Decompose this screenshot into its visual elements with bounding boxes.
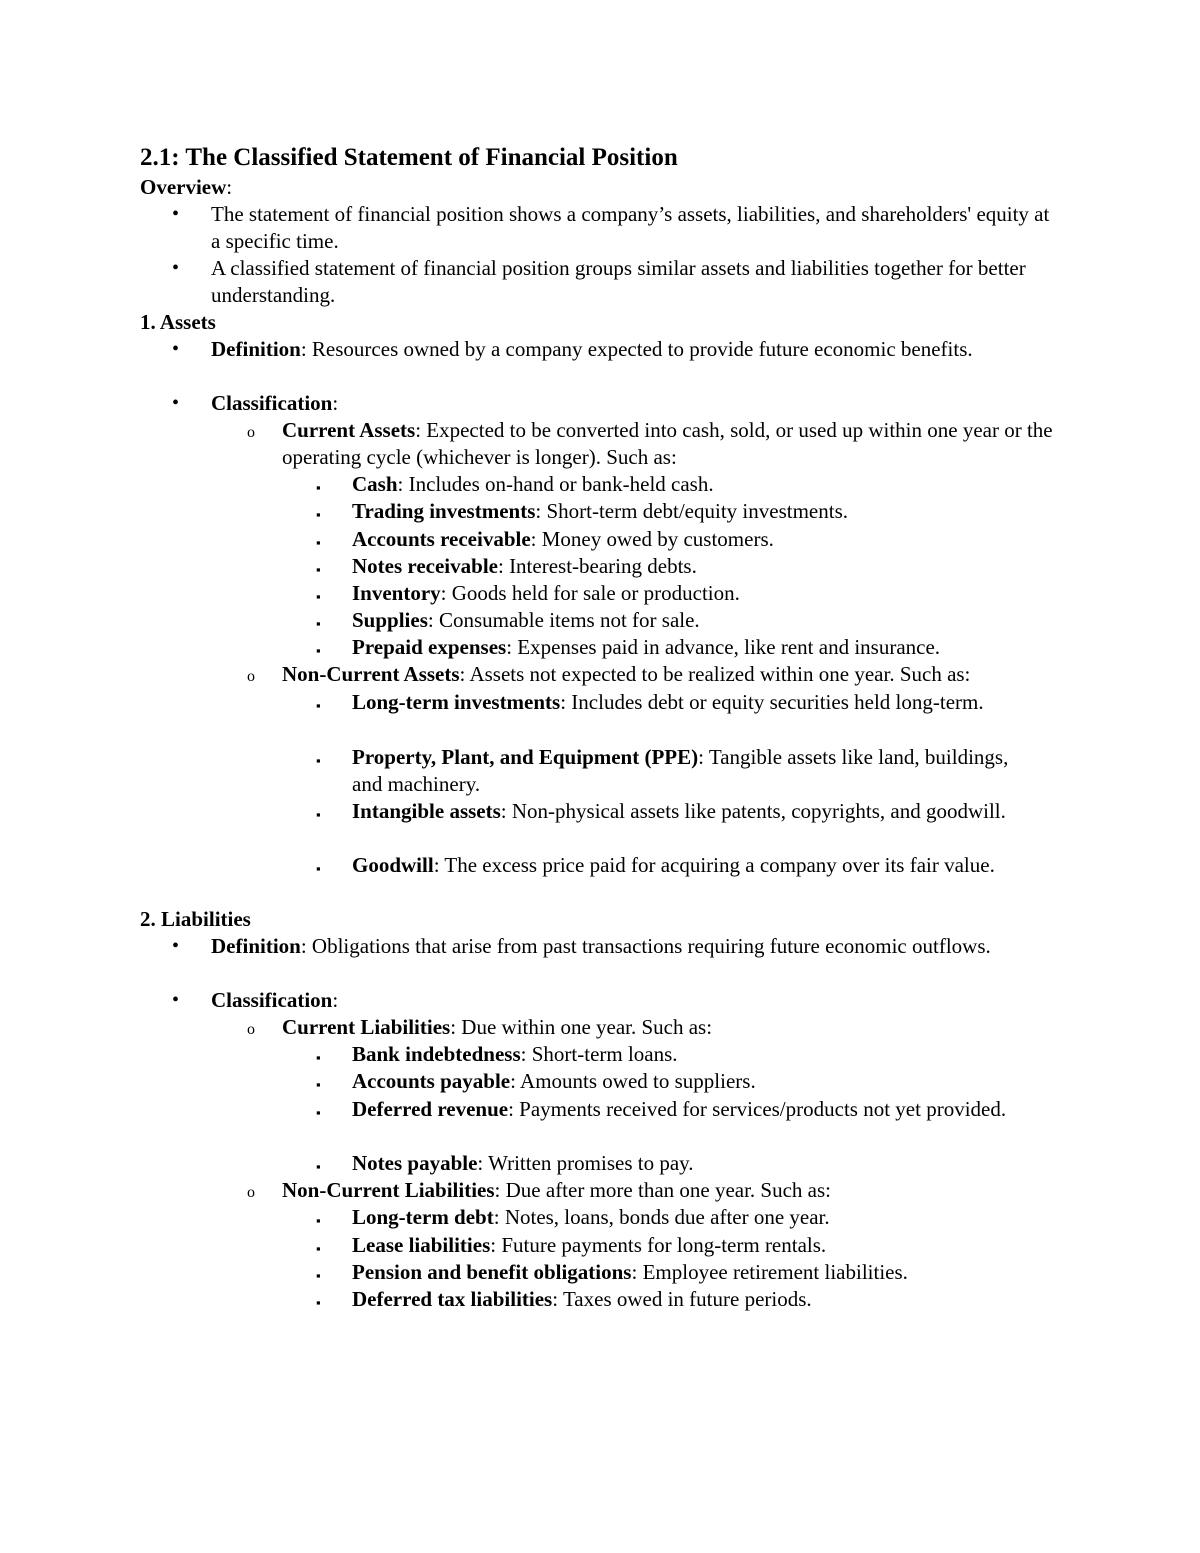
- square-bullet-icon: ▪: [316, 643, 321, 658]
- circle-bullet-icon: o: [247, 1021, 255, 1038]
- square-bullet-icon: ▪: [316, 1050, 321, 1065]
- bullet-dot-icon: •: [172, 203, 180, 225]
- square-bullet-icon: ▪: [316, 1268, 321, 1283]
- overview-bullet-text: The statement of financial position shows a company’s assets, liabilities, and shareholders' equity at a specific time.: [211, 202, 1050, 253]
- square-bullet-icon: ▪: [316, 1077, 321, 1092]
- asset-item-text: [352, 744, 1024, 798]
- square-bullet-icon: ▪: [316, 1241, 321, 1256]
- bullet-dot-icon: •: [172, 935, 180, 957]
- current-liabilities-term: Current Liabilities: [282, 1015, 451, 1039]
- square-bullet-icon: ▪: [316, 589, 321, 604]
- current-liabilities-text: [282, 1014, 1072, 1041]
- asset-item-text: [352, 498, 1032, 525]
- liabilities-heading: [140, 906, 251, 933]
- square-bullet-icon: ▪: [316, 535, 321, 550]
- asset-item-text: [352, 634, 1032, 661]
- square-bullet-icon: ▪: [316, 807, 321, 822]
- asset-item-text: [352, 689, 1024, 716]
- non-current-assets-term: Non-Current Assets: [282, 662, 460, 686]
- non-current-assets-body: : Assets not expected to be realized within one year. Such as:: [459, 662, 971, 686]
- bullet-dot-icon: •: [172, 338, 180, 360]
- assets-definition-text: [211, 336, 1051, 363]
- asset-item-body: : Includes on-hand or bank-held cash.: [397, 472, 714, 496]
- liability-item-body: : Future payments for long-term rentals.: [490, 1233, 827, 1257]
- square-bullet-icon: ▪: [316, 616, 321, 631]
- liability-item-body: : Payments received for services/products not yet provided.: [508, 1097, 1007, 1121]
- asset-item-body: : Expenses paid in advance, like rent and insurance.: [506, 635, 941, 659]
- liability-item-text: [352, 1150, 1032, 1177]
- liability-item-text: [352, 1096, 1024, 1123]
- classification-term: Classification: [211, 391, 333, 415]
- overview-bullet-text: A classified statement of financial position groups similar assets and liabilities together for better understanding.: [211, 256, 1026, 307]
- bullet-dot-icon: •: [172, 257, 180, 279]
- overview-label: Overview: [140, 175, 227, 199]
- liabilities-heading-text: 2. Liabilities: [140, 907, 251, 931]
- liability-item-term: Lease liabilities: [352, 1233, 491, 1257]
- definition-body: : Resources owned by a company expected to provide future economic benefits.: [300, 337, 973, 361]
- current-assets-body: : Expected to be converted into cash, sold, or used up within one year or the operating cycle (whichever is longer). Such as:: [282, 418, 1053, 469]
- asset-item-text: [352, 580, 1032, 607]
- current-assets-text: [282, 417, 1072, 471]
- asset-item-body: : Goods held for sale or production.: [440, 581, 740, 605]
- liability-item-text: [352, 1204, 1032, 1231]
- liability-item-term: Notes payable: [352, 1151, 478, 1175]
- square-bullet-icon: ▪: [316, 1213, 321, 1228]
- classification-body: :: [332, 391, 339, 415]
- square-bullet-icon: ▪: [316, 1295, 321, 1310]
- liability-item-body: : Taxes owed in future periods.: [552, 1287, 812, 1311]
- circle-bullet-icon: o: [247, 668, 255, 685]
- asset-item-text: [352, 798, 1024, 825]
- square-bullet-icon: ▪: [316, 507, 321, 522]
- asset-item-text: [352, 607, 1032, 634]
- liability-item-body: : Amounts owed to suppliers.: [510, 1069, 756, 1093]
- assets-heading: [140, 309, 216, 336]
- overview-colon: :: [226, 175, 233, 199]
- asset-item-body: : Tangible assets like land, buildings, and machinery.: [352, 745, 1009, 796]
- current-assets-term: Current Assets: [282, 418, 416, 442]
- asset-item-term: Trading investments: [352, 499, 536, 523]
- asset-item-term: Inventory: [352, 581, 441, 605]
- square-bullet-icon: ▪: [316, 861, 321, 876]
- overview-heading: [140, 174, 232, 201]
- square-bullet-icon: ▪: [316, 1105, 321, 1120]
- asset-item-term: Prepaid expenses: [352, 635, 507, 659]
- non-current-assets-text: [282, 661, 1072, 688]
- asset-item-term: Long-term investments: [352, 690, 561, 714]
- circle-bullet-icon: o: [247, 424, 255, 441]
- bullet-dot-icon: •: [172, 989, 180, 1011]
- page-title: 2.1: The Classified Statement of Financial Position: [140, 144, 678, 171]
- asset-item-term: Cash: [352, 472, 398, 496]
- square-bullet-icon: ▪: [316, 562, 321, 577]
- bullet-dot-icon: •: [172, 392, 180, 414]
- asset-item-body: : Consumable items not for sale.: [427, 608, 700, 632]
- liability-item-term: Pension and benefit obligations: [352, 1260, 632, 1284]
- square-bullet-icon: ▪: [316, 480, 321, 495]
- liability-item-body: : Written promises to pay.: [477, 1151, 694, 1175]
- current-liabilities-body: : Due within one year. Such as:: [450, 1015, 713, 1039]
- classification-body: :: [332, 988, 339, 1012]
- definition-term: Definition: [211, 934, 301, 958]
- liability-item-term: Long-term debt: [352, 1205, 494, 1229]
- square-bullet-icon: ▪: [316, 753, 321, 768]
- liability-item-text: [352, 1041, 1032, 1068]
- liability-item-body: : Short-term loans.: [520, 1042, 678, 1066]
- asset-item-term: Goodwill: [352, 853, 434, 877]
- asset-item-body: : The excess price paid for acquiring a company over its fair value.: [433, 853, 995, 877]
- definition-body: : Obligations that arise from past transactions requiring future economic outflows.: [300, 934, 991, 958]
- asset-item-body: : Interest-bearing debts.: [497, 554, 697, 578]
- liabilities-definition-text: [211, 933, 1051, 960]
- asset-item-text: [352, 471, 1032, 498]
- liability-item-text: [352, 1068, 1032, 1095]
- liabilities-classification-text: [211, 987, 1051, 1014]
- liability-item-text: [352, 1232, 1032, 1259]
- asset-item-term: Accounts receivable: [352, 527, 531, 551]
- asset-item-body: : Includes debt or equity securities held long-term.: [560, 690, 984, 714]
- non-current-liabilities-body: : Due after more than one year. Such as:: [494, 1178, 832, 1202]
- asset-item-body: : Money owed by customers.: [530, 527, 774, 551]
- asset-item-text: [352, 553, 1032, 580]
- assets-classification-text: [211, 390, 1051, 417]
- asset-item-term: Property, Plant, and Equipment (PPE): [352, 745, 699, 769]
- asset-item-body: : Short-term debt/equity investments.: [535, 499, 848, 523]
- circle-bullet-icon: o: [247, 1184, 255, 1201]
- classification-term: Classification: [211, 988, 333, 1012]
- definition-term: Definition: [211, 337, 301, 361]
- assets-heading-text: 1. Assets: [140, 310, 216, 334]
- liability-item-term: Deferred tax liabilities: [352, 1287, 553, 1311]
- liability-item-text: [352, 1286, 1032, 1313]
- asset-item-term: Intangible assets: [352, 799, 501, 823]
- asset-item-term: Notes receivable: [352, 554, 498, 578]
- liability-item-body: : Notes, loans, bonds due after one year.: [493, 1205, 830, 1229]
- square-bullet-icon: ▪: [316, 698, 321, 713]
- asset-item-text: [352, 526, 1032, 553]
- liability-item-body: : Employee retirement liabilities.: [631, 1260, 908, 1284]
- liability-item-term: Deferred revenue: [352, 1097, 509, 1121]
- non-current-liabilities-term: Non-Current Liabilities: [282, 1178, 495, 1202]
- liability-item-term: Accounts payable: [352, 1069, 511, 1093]
- square-bullet-icon: ▪: [316, 1159, 321, 1174]
- non-current-liabilities-text: [282, 1177, 1072, 1204]
- liability-item-text: [352, 1259, 1032, 1286]
- asset-item-body: : Non-physical assets like patents, copyrights, and goodwill.: [500, 799, 1006, 823]
- asset-item-term: Supplies: [352, 608, 428, 632]
- asset-item-text: [352, 852, 1024, 879]
- liability-item-term: Bank indebtedness: [352, 1042, 521, 1066]
